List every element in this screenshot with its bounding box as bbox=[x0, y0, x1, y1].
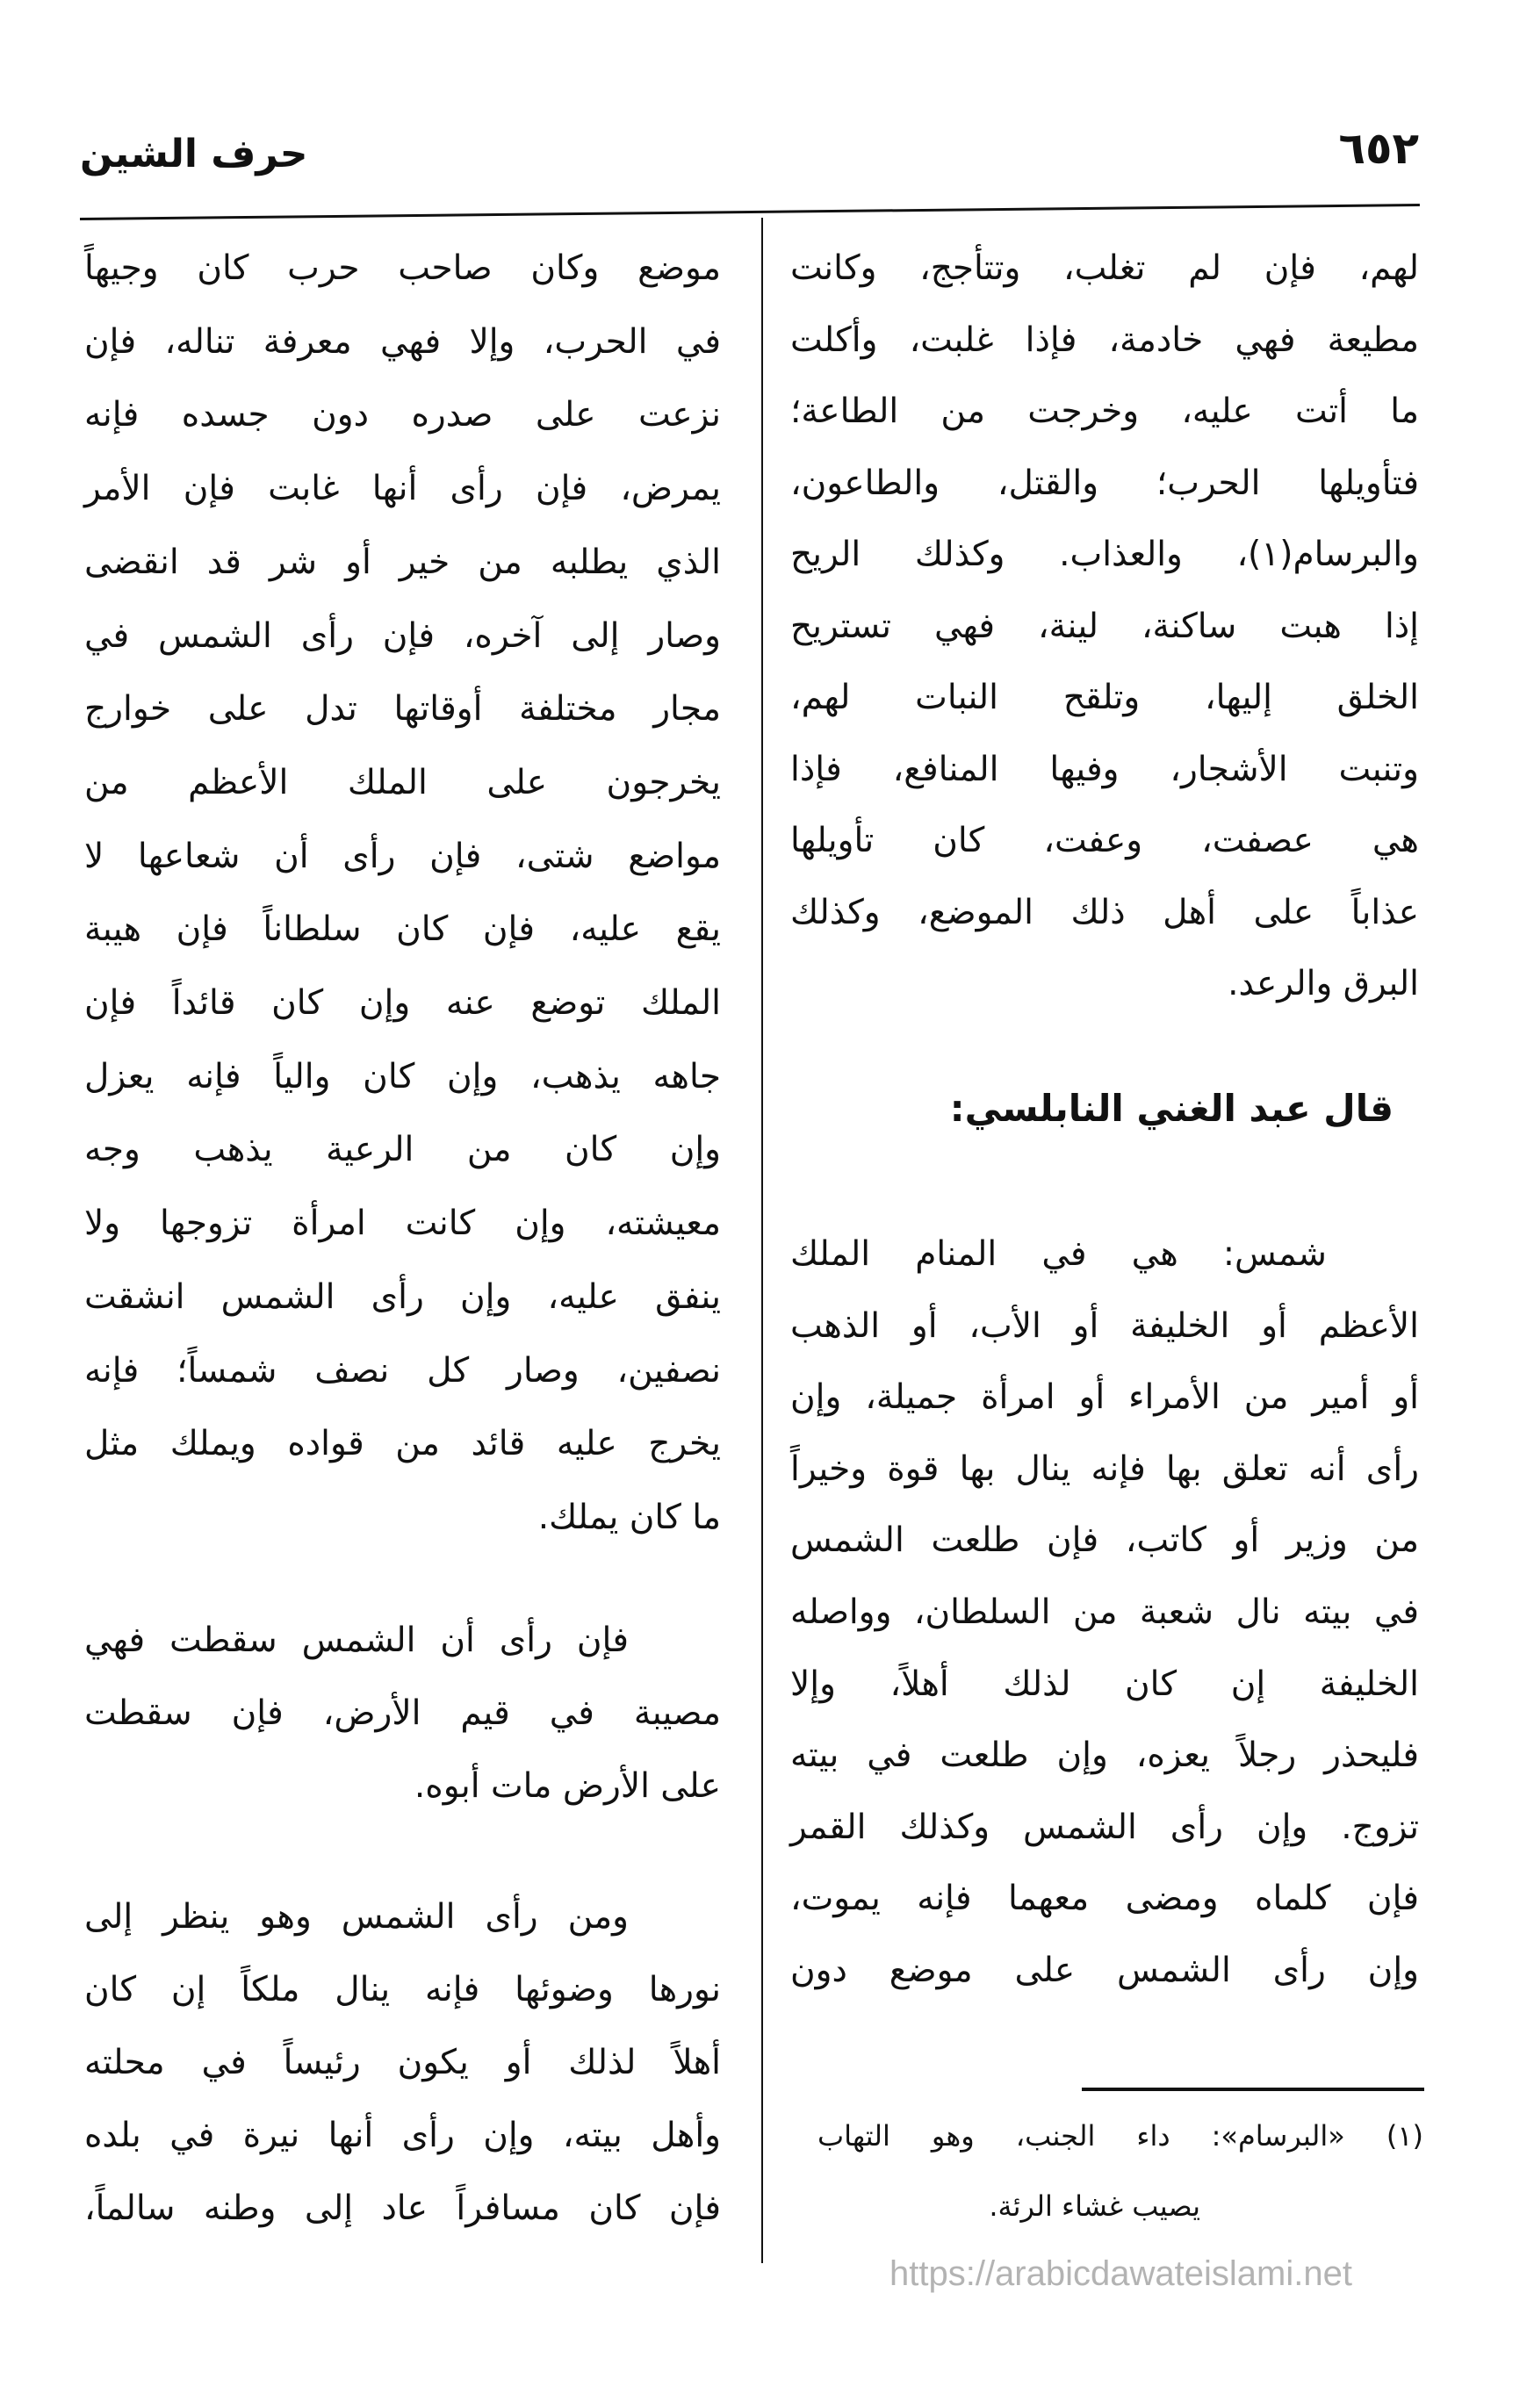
text-line: نورها وضوئها فإنه ينال ملكاً إن كان bbox=[84, 1970, 721, 2009]
footnote-rule bbox=[1082, 2088, 1424, 2091]
text-line: نزعت على صدره دون جسده فإنه bbox=[84, 395, 721, 435]
text-line: وإن كان من الرعية يذهب وجه bbox=[84, 1130, 721, 1170]
text-line: معيشته، وإن كانت امرأة تزوجها ولا bbox=[84, 1204, 721, 1244]
text-line: مجار مختلفة أوقاتها تدل على خوارج bbox=[84, 689, 721, 730]
footnote-line: (١) «البرسام»: داء الجنب، وهو التهاب bbox=[817, 2119, 1423, 2153]
footnote-line: يصيب غشاء الرئة. bbox=[989, 2189, 1200, 2223]
text-line: فإن رأى أن الشمس سقطت فهي bbox=[84, 1621, 629, 1660]
text-line: نصفين، وصار كل نصف شمساً؛ فإنه bbox=[84, 1350, 721, 1391]
text-line: عذاباً على أهل ذلك الموضع، وكذلك bbox=[790, 892, 1419, 932]
text-line: فليحذر رجلاً يعزه، وإن طلعت في بيته bbox=[790, 1736, 1419, 1776]
text-line: وصار إلى آخره، فإن رأى الشمس في bbox=[84, 615, 721, 656]
text-line: يخرجون على الملك الأعظم من bbox=[84, 762, 721, 802]
text-line: مصيبة في قيم الأرض، فإن سقطت bbox=[84, 1693, 721, 1733]
text-line: إذا هبت ساكنة، لينة، فهي تستريح bbox=[790, 606, 1419, 646]
text-line: وتنبت الأشجار، وفيها المنافع، فإذا bbox=[790, 749, 1419, 789]
text-line: تزوج. وإن رأى الشمس وكذلك القمر bbox=[790, 1807, 1419, 1847]
text-line: موضع وكان صاحب حرب كان وجيهاً bbox=[84, 248, 721, 288]
text-line: فإن كان مسافراً عاد إلى وطنه سالماً، bbox=[84, 2189, 721, 2228]
text-line: جاهه يذهب، وإن كان والياً فإنه يعزل bbox=[84, 1056, 721, 1096]
text-line: أهلاً لذلك أو يكون رئيساً في محلته bbox=[84, 2043, 721, 2082]
text-line: يخرج عليه قائد من قواده ويملك مثل bbox=[84, 1424, 721, 1464]
text-line: الملك توضع عنه وإن كان قائداً فإن bbox=[84, 983, 721, 1023]
section-heading: قال عبد الغني النابلسي: bbox=[949, 1087, 1394, 1130]
page-number: ٦٥٢ bbox=[1338, 123, 1419, 174]
text-line: في الحرب، وإلا فهي معرفة تناله، فإن bbox=[84, 321, 721, 362]
text-line: والبرسام(١)، والعذاب. وكذلك الريح bbox=[790, 535, 1419, 574]
text-line: على الأرض مات أبوه. bbox=[414, 1766, 721, 1806]
running-title: حرف الشين bbox=[80, 132, 308, 176]
text-line: الخلق إليها، وتلقح النبات لهم، bbox=[790, 678, 1419, 717]
text-line: وإن رأى الشمس على موضع دون bbox=[790, 1951, 1419, 1990]
text-line: البرق والرعد. bbox=[1228, 964, 1419, 1003]
text-line: ما كان يملك. bbox=[537, 1497, 721, 1537]
text-line: ومن رأى الشمس وهو ينظر إلى bbox=[84, 1897, 629, 1937]
text-line: أو أمير من الأمراء أو امرأة جميلة، وإن bbox=[790, 1377, 1419, 1418]
text-line: الخليفة إن كان لذلك أهلاً، وإلا bbox=[790, 1664, 1419, 1704]
column-divider bbox=[761, 218, 763, 2263]
text-line: ينفق عليه، وإن رأى الشمس انشقت bbox=[84, 1276, 721, 1317]
header-rule bbox=[80, 204, 1420, 220]
text-line: هي عصفت، وعفت، كان تأويلها bbox=[790, 821, 1419, 860]
text-line: من وزير أو كاتب، فإن طلعت الشمس bbox=[790, 1520, 1419, 1561]
text-line: فإن كلماه ومضى معهما فإنه يموت، bbox=[790, 1879, 1419, 1919]
text-line: في بيته نال شعبة من السلطان، وواصله bbox=[790, 1592, 1419, 1632]
text-line: الأعظم أو الخليفة أو الأب، أو الذهب bbox=[790, 1305, 1419, 1346]
text-line: ما أتت عليه، وخرجت من الطاعة؛ bbox=[790, 392, 1419, 431]
text-line: لهم، فإن لم تغلب، وتتأجج، وكانت bbox=[790, 248, 1419, 288]
text-line: مواضع شتى، فإن رأى أن شعاعها لا bbox=[84, 836, 721, 876]
text-line: يقع عليه، فإن كان سلطاناً فإن هيبة bbox=[84, 909, 721, 950]
text-line: مطيعة فهي خادمة، فإذا غلبت، وأكلت bbox=[790, 320, 1419, 360]
watermark: https://arabicdawateislami.net bbox=[889, 2254, 1352, 2293]
text-line: الذي يطلبه من خير أو شر قد انقضى bbox=[84, 542, 721, 582]
text-line: رأى أنه تعلق بها فإنه ينال بها قوة وخيراً bbox=[790, 1448, 1419, 1489]
text-line: وأهل بيته، وإن رأى أنها نيرة في بلده bbox=[84, 2116, 721, 2155]
text-line: فتأويلها الحرب؛ والقتل، والطاعون، bbox=[790, 463, 1419, 503]
text-line: يمرض، فإن رأى أنها غابت فإن الأمر bbox=[84, 469, 721, 509]
text-line: شمس: هي في المنام الملك bbox=[790, 1234, 1327, 1274]
